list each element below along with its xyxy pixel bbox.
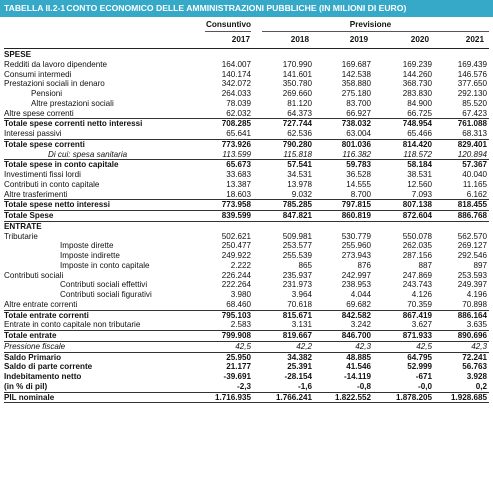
cell-2019: 238.953 <box>341 280 371 290</box>
row-label: Altre trasferimenti <box>4 189 68 199</box>
row-label: Altre entrate correnti <box>4 299 78 309</box>
cell-2018: 25.391 <box>287 362 312 372</box>
cell-2018: -1,6 <box>298 381 312 391</box>
table-row <box>4 362 489 372</box>
table-row <box>4 392 489 403</box>
cell-2018: 1.766.241 <box>253 392 314 403</box>
cell-2020 <box>373 221 434 231</box>
cell-2018: 57.541 <box>253 160 314 170</box>
table-row <box>4 180 489 190</box>
table-row <box>4 200 489 211</box>
row-label: Redditi da lavoro dipendente <box>4 59 108 69</box>
row-label: Totale entrate <box>4 331 205 342</box>
cell-2020: 748.954 <box>373 119 434 129</box>
table-code: TABELLA II.2-1 <box>4 3 66 13</box>
row-label: Contributi in conto capitale <box>4 179 100 189</box>
cell-2019: 842.582 <box>314 310 373 320</box>
cell-2021: 70.898 <box>462 299 487 309</box>
row-label: Interessi passivi <box>4 129 62 138</box>
cell-2021: 818.455 <box>434 200 489 211</box>
table-row <box>4 241 489 251</box>
row-label: Consumi intermedi <box>4 69 72 79</box>
row-label: Imposte indirette <box>60 251 120 260</box>
cell-2019: 860.819 <box>314 211 373 222</box>
cell-2019: 4.044 <box>350 290 371 299</box>
cell-2017: 249.922 <box>221 251 251 260</box>
row-label: ENTRATE <box>4 221 42 231</box>
header-rule <box>4 48 489 49</box>
cell-2021: 57.367 <box>434 160 489 170</box>
row-label: Contributi sociali effettivi <box>60 280 148 290</box>
row-label: Saldo di parte corrente <box>4 362 93 372</box>
row-label: Contributi sociali <box>4 270 64 280</box>
cell-2019: 8.700 <box>350 189 371 199</box>
cell-2017: 3.980 <box>230 290 251 299</box>
cell-2020: 4.126 <box>411 290 432 299</box>
cell-2018: 3.964 <box>291 290 312 299</box>
cell-2021: 3.928 <box>466 372 487 381</box>
cell-2020: 262.035 <box>402 241 432 251</box>
cell-2020: 118.572 <box>403 149 432 159</box>
cell-2019: 797.815 <box>314 200 373 211</box>
table-title: CONTO ECONOMICO DELLE AMMINISTRAZIONI PUBBLICHE (IN MILIONI DI EURO) <box>66 3 407 13</box>
cell-2019: 66.927 <box>346 108 371 118</box>
cell-2020: 12.560 <box>407 179 432 189</box>
cell-2021: 253.593 <box>457 270 487 280</box>
cell-2021: 4.196 <box>466 290 487 299</box>
cell-2021: 11.165 <box>462 179 487 189</box>
cell-2018: 34.382 <box>253 352 314 362</box>
cell-2017: -2,3 <box>237 381 251 391</box>
table-row <box>4 99 489 109</box>
cell-2017: 839.599 <box>205 211 253 222</box>
cell-2017: 250.477 <box>221 241 251 251</box>
cell-2018 <box>253 50 314 60</box>
header-year-2017: 2017 <box>231 35 250 44</box>
cell-2018: 509.981 <box>282 231 312 241</box>
cell-2018: 790.280 <box>253 139 314 149</box>
cell-2020: 64.795 <box>373 352 434 362</box>
cell-2019 <box>314 221 373 231</box>
cell-2019: 255.960 <box>341 241 371 251</box>
cell-2020: 3.627 <box>411 320 432 330</box>
table-row <box>4 211 489 222</box>
economic-account-table <box>4 50 489 403</box>
cell-2019: 41.546 <box>346 362 371 372</box>
cell-2020: 871.933 <box>373 331 434 342</box>
table-row <box>4 150 489 160</box>
cell-2019: 63.004 <box>346 129 371 138</box>
table-row <box>4 70 489 80</box>
cell-2017: 62.032 <box>226 108 251 118</box>
table-row <box>4 60 489 70</box>
cell-2020: 66.725 <box>407 108 432 118</box>
table-row <box>4 271 489 281</box>
cell-2017: 222.264 <box>221 280 251 290</box>
cell-2018: 815.671 <box>253 310 314 320</box>
cell-2018: 115.818 <box>283 149 312 159</box>
cell-2018: 253.577 <box>282 241 312 251</box>
row-label: Totale Spese <box>4 211 205 222</box>
cell-2018: 13.978 <box>287 179 312 189</box>
header-year-2018: 2018 <box>290 35 309 44</box>
cell-2020: 814.420 <box>373 139 434 149</box>
cell-2020: 58.184 <box>373 160 434 170</box>
cell-2019: 275.180 <box>341 89 371 98</box>
row-label: Di cui: spesa sanitaria <box>48 149 128 159</box>
cell-2019: -14.119 <box>343 372 371 381</box>
cell-2019: 48.885 <box>314 352 373 362</box>
cell-2017: 68.460 <box>226 299 251 309</box>
cell-2020: -0,0 <box>418 381 432 391</box>
table-row <box>4 79 489 89</box>
cell-2017: 799.908 <box>205 331 253 342</box>
row-label: Totale spese correnti netto interessi <box>4 119 205 129</box>
row-label: Altre spese correnti <box>4 108 74 118</box>
row-label: Imposte in conto capitale <box>60 260 150 270</box>
cell-2018: 64.373 <box>287 108 312 118</box>
table-row <box>4 382 489 392</box>
row-label: Pressione fiscale <box>4 341 205 352</box>
cell-2017: 78.039 <box>226 98 251 108</box>
cell-2017 <box>205 50 253 60</box>
cell-2021 <box>434 50 489 60</box>
cell-2020: 42,5 <box>373 341 434 352</box>
cell-2019: 530.779 <box>341 231 371 241</box>
row-label: Totale spese netto interessi <box>4 200 205 211</box>
header-year-2021: 2021 <box>465 35 484 44</box>
table-row <box>4 221 489 231</box>
cell-2020: 1.878.205 <box>373 392 434 403</box>
table-row <box>4 232 489 242</box>
cell-2017: 113.599 <box>222 149 251 159</box>
cell-2018: 34.531 <box>287 170 312 179</box>
cell-2021: 377.650 <box>457 79 487 89</box>
cell-2018 <box>253 221 314 231</box>
cell-2020: 368.730 <box>402 79 432 89</box>
cell-2021: 890.696 <box>434 331 489 342</box>
cell-2020: 867.419 <box>373 310 434 320</box>
cell-2017: 2.583 <box>230 320 251 330</box>
cell-2020: 807.138 <box>373 200 434 211</box>
cell-2021: 761.088 <box>434 119 489 129</box>
cell-2017: 164.007 <box>221 59 251 69</box>
cell-2019: 3.242 <box>350 320 371 330</box>
cell-2020: 52.999 <box>407 362 432 372</box>
cell-2021: 292.130 <box>457 89 487 98</box>
cell-2017: -39.691 <box>223 372 251 381</box>
cell-2021: 67.423 <box>462 108 487 118</box>
cell-2021: 85.520 <box>462 98 487 108</box>
row-label: Totale entrate correnti <box>4 310 205 320</box>
cell-2017: 18.603 <box>226 189 251 199</box>
cell-2019: 358.880 <box>341 79 371 89</box>
cell-2021: 886.164 <box>434 310 489 320</box>
table-row <box>4 160 489 170</box>
cell-2021: 292.546 <box>457 251 487 260</box>
cell-2020: 144.260 <box>402 69 432 79</box>
row-label: Altre prestazioni sociali <box>31 98 114 108</box>
cell-2019: 242.997 <box>341 270 371 280</box>
cell-2017: 773.958 <box>205 200 253 211</box>
table-row <box>4 190 489 200</box>
cell-2020: 84.900 <box>407 98 432 108</box>
cell-2021: 562.570 <box>457 231 487 241</box>
cell-2018: 62.536 <box>287 129 312 138</box>
cell-2020 <box>373 50 434 60</box>
header-year-2019: 2019 <box>349 35 368 44</box>
cell-2018: 170.990 <box>282 59 312 69</box>
table-row <box>4 372 489 382</box>
cell-2021: 42,3 <box>434 341 489 352</box>
cell-2018: 3.131 <box>291 320 312 330</box>
underline-consuntivo <box>205 31 251 32</box>
row-label: Entrate in conto capitale non tributarie <box>4 320 141 330</box>
table-row <box>4 89 489 99</box>
row-label: Investimenti fissi lordi <box>4 170 81 179</box>
cell-2017: 65.641 <box>226 129 251 138</box>
cell-2017: 502.621 <box>221 231 251 241</box>
cell-2020: 7.093 <box>411 189 432 199</box>
cell-2017: 226.244 <box>221 270 251 280</box>
cell-2018: 235.937 <box>282 270 312 280</box>
cell-2018: 9.032 <box>291 189 312 199</box>
table-row <box>4 280 489 290</box>
cell-2021: 3.635 <box>466 320 487 330</box>
cell-2021 <box>434 221 489 231</box>
row-label: (in % di pil) <box>4 381 48 391</box>
header-consuntivo: Consuntivo <box>205 20 251 29</box>
table-row <box>4 352 489 362</box>
cell-2019: 169.687 <box>341 59 371 69</box>
cell-2018: 819.667 <box>253 331 314 342</box>
cell-2019: 876 <box>357 260 371 270</box>
cell-2021: 72.241 <box>434 352 489 362</box>
table-row <box>4 300 489 310</box>
table-row <box>4 109 489 119</box>
cell-2019: 738.032 <box>314 119 373 129</box>
cell-2021: 146.576 <box>457 69 487 79</box>
cell-2021: 169.439 <box>457 59 487 69</box>
cell-2021: 829.401 <box>434 139 489 149</box>
cell-2018: 847.821 <box>253 211 314 222</box>
table-row <box>4 331 489 342</box>
cell-2021: 6.162 <box>466 189 487 199</box>
row-label: Pensioni <box>31 89 63 98</box>
row-label: Prestazioni sociali in denaro <box>4 79 105 89</box>
table-title-bar <box>0 0 493 17</box>
table-row <box>4 320 489 330</box>
table-row <box>4 341 489 352</box>
cell-2018: 269.660 <box>282 89 312 98</box>
cell-2017: 264.033 <box>221 89 251 98</box>
cell-2020: -671 <box>415 372 432 381</box>
header-year-2020: 2020 <box>410 35 429 44</box>
cell-2020: 287.156 <box>402 251 432 260</box>
cell-2017: 1.716.935 <box>205 392 253 403</box>
cell-2021: 40.040 <box>462 170 487 179</box>
header-previsione: Previsione <box>349 20 392 29</box>
cell-2017: 708.285 <box>205 119 253 129</box>
cell-2021: 897 <box>473 260 487 270</box>
cell-2021: 120.894 <box>457 149 487 159</box>
row-label: Imposte dirette <box>60 241 114 251</box>
cell-2019: -0,8 <box>357 381 371 391</box>
cell-2017: 65.673 <box>205 160 253 170</box>
cell-2021: 68.313 <box>462 129 487 138</box>
cell-2018: 255.539 <box>282 251 312 260</box>
cell-2017: 25.950 <box>205 352 253 362</box>
cell-2020: 243.743 <box>402 280 432 290</box>
table-row <box>4 119 489 129</box>
cell-2019: 273.943 <box>341 251 371 260</box>
cell-2017: 795.103 <box>205 310 253 320</box>
cell-2021: 249.397 <box>457 280 487 290</box>
cell-2017: 773.926 <box>205 139 253 149</box>
cell-2021: 886.768 <box>434 211 489 222</box>
cell-2018: -28.154 <box>284 372 312 381</box>
table-row <box>4 139 489 149</box>
cell-2018: 70.618 <box>287 299 312 309</box>
cell-2018: 81.120 <box>287 98 312 108</box>
cell-2018: 141.601 <box>282 69 312 79</box>
cell-2020: 247.869 <box>402 270 432 280</box>
cell-2020: 887 <box>418 260 432 270</box>
cell-2019: 846.700 <box>314 331 373 342</box>
cell-2021: 1.928.685 <box>434 392 489 403</box>
cell-2018: 231.973 <box>282 280 312 290</box>
cell-2018: 865 <box>298 260 312 270</box>
cell-2019: 14.555 <box>346 179 371 189</box>
row-label: PIL nominale <box>4 392 205 403</box>
table-row <box>4 251 489 261</box>
cell-2018: 727.744 <box>253 119 314 129</box>
cell-2019: 142.538 <box>341 69 371 79</box>
cell-2017 <box>205 221 253 231</box>
cell-2021: 56.763 <box>462 362 487 372</box>
table-row <box>4 170 489 180</box>
table-body <box>4 50 489 403</box>
cell-2020: 283.830 <box>402 89 432 98</box>
cell-2017: 33.683 <box>226 170 251 179</box>
table-row <box>4 50 489 60</box>
cell-2019: 116.382 <box>342 149 371 159</box>
cell-2020: 70.359 <box>407 299 432 309</box>
row-label: Totale spese correnti <box>4 139 205 149</box>
cell-2019: 801.036 <box>314 139 373 149</box>
cell-2017: 140.174 <box>221 69 251 79</box>
row-label: Saldo Primario <box>4 352 205 362</box>
cell-2020: 38.531 <box>407 170 432 179</box>
cell-2018: 785.285 <box>253 200 314 211</box>
row-label: SPESE <box>4 50 31 59</box>
table-row <box>4 261 489 271</box>
cell-2017: 342.072 <box>221 79 251 89</box>
cell-2019: 36.528 <box>346 170 371 179</box>
cell-2019: 59.783 <box>314 160 373 170</box>
cell-2019 <box>314 50 373 60</box>
table-row <box>4 310 489 320</box>
cell-2021: 269.127 <box>457 241 487 251</box>
cell-2019: 69.682 <box>346 299 371 309</box>
cell-2020: 872.604 <box>373 211 434 222</box>
cell-2017: 21.177 <box>226 362 251 372</box>
row-label: Indebitamento netto <box>4 372 82 381</box>
cell-2021: 0,2 <box>475 381 487 391</box>
table-row <box>4 290 489 300</box>
cell-2017: 2.222 <box>230 260 251 270</box>
cell-2017: 42,5 <box>205 341 253 352</box>
cell-2018: 350.780 <box>282 79 312 89</box>
cell-2020: 169.239 <box>402 59 432 69</box>
row-label: Tributarie <box>4 231 38 241</box>
cell-2018: 42,2 <box>253 341 314 352</box>
row-label: Contributi sociali figurativi <box>60 290 152 299</box>
cell-2019: 42,3 <box>314 341 373 352</box>
cell-2019: 1.822.552 <box>314 392 373 403</box>
cell-2020: 65.466 <box>407 129 432 138</box>
row-label: Totale spese in conto capitale <box>4 160 205 170</box>
cell-2020: 550.078 <box>402 231 432 241</box>
table-row <box>4 129 489 139</box>
underline-previsione <box>262 31 489 32</box>
cell-2019: 83.700 <box>346 98 371 108</box>
cell-2017: 13.387 <box>226 179 251 189</box>
